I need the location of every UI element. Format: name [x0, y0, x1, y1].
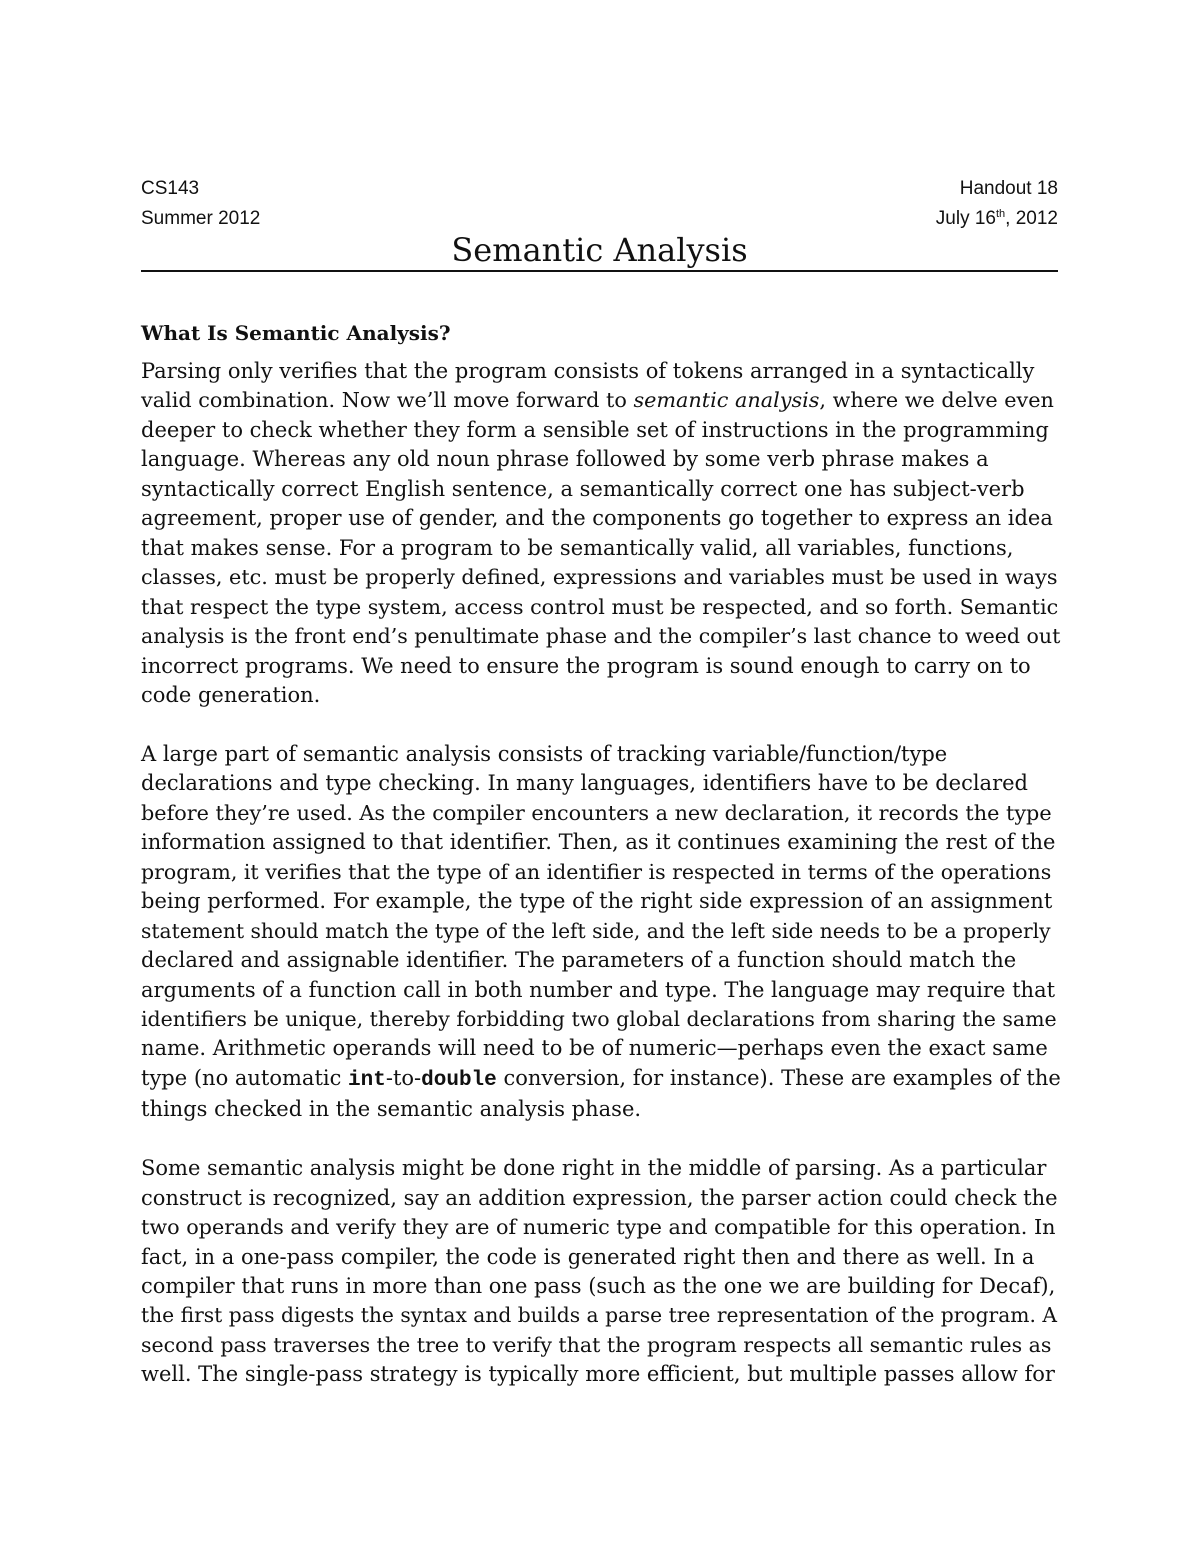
text-line: compiler that runs in more than one pass (such as the one we are building for Decaf),	[141, 1274, 1056, 1299]
text-line: classes, etc. must be properly defined, expressions and variables must be used in ways	[141, 565, 1058, 590]
text-line: code generation.	[141, 682, 321, 707]
text-line: things checked in the semantic analysis phase.	[141, 1097, 642, 1122]
text-line: information assigned to that identifier. Then, as it continues examining the rest of the	[141, 830, 1056, 855]
date-ordinal-suffix: th	[995, 208, 1006, 220]
text-line	[141, 386, 1061, 415]
text-line: program, it verifies that the type of an identifier is respected in terms of the operations	[141, 859, 1052, 884]
paragraph-3	[141, 1154, 1061, 1390]
text-run: , where we delve even	[819, 388, 1054, 413]
text-run: conversion, for instance). These are examples of the	[496, 1065, 1061, 1090]
text-line: deeper to check whether they form a sensible set of instructions in the programming	[141, 417, 1049, 442]
text-line: A large part of semantic analysis consists of tracking variable/function/type	[141, 741, 948, 766]
paragraph-2	[141, 740, 1061, 1125]
text-line: second pass traverses the tree to verify that the program respects all semantic rules as	[141, 1332, 1052, 1357]
text-line: agreement, proper use of gender, and the components go together to express an idea	[141, 506, 1053, 531]
emphasized-term: semantic analysis	[633, 388, 820, 413]
text-run: type (no automatic	[141, 1065, 349, 1090]
document-body	[141, 318, 1061, 1419]
text-line: construct is recognized, say an addition expression, the parser action could check the	[141, 1185, 1058, 1210]
text-line: statement should match the type of the left side, and the left side needs to be a properly	[141, 918, 1051, 943]
code-keyword-int: int	[348, 1068, 386, 1092]
text-line: identifiers be unique, thereby forbidding two global declarations from sharing the same	[141, 1006, 1057, 1031]
text-run: -to-	[385, 1065, 422, 1090]
text-line: fact, in a one-pass compiler, the code is generated right then and there as well. In a	[141, 1244, 1035, 1269]
text-line: declarations and type checking. In many languages, identifiers have to be declared	[141, 771, 1028, 796]
text-line: Parsing only verifies that the program consists of tokens arranged in a syntactically	[141, 359, 1035, 383]
text-line: name. Arithmetic operands will need to be of numeric—perhaps even the exact same	[141, 1036, 1048, 1061]
handout-number: Handout 18	[959, 178, 1058, 199]
date-year: , 2012	[1005, 208, 1058, 229]
section-heading: What Is Semantic Analysis?	[141, 321, 451, 345]
paragraph-1	[141, 357, 1061, 710]
text-line	[141, 1064, 1061, 1095]
text-line: language. Whereas any old noun phrase followed by some verb phrase makes a	[141, 447, 989, 472]
text-line: Some semantic analysis might be done right in the middle of parsing. As a particular	[141, 1156, 1047, 1181]
code-keyword-double: double	[421, 1068, 497, 1092]
text-line: being performed. For example, the type of the right side expression of an assignment	[141, 889, 1053, 914]
course-label: CS143	[141, 178, 200, 199]
term-label: Summer 2012	[141, 208, 261, 229]
text-line: incorrect programs. We need to ensure the program is sound enough to carry on to	[141, 653, 1031, 678]
text-line: declared and assignable identifier. The parameters of a function should match the	[141, 948, 1017, 973]
text-line: arguments of a function call in both number and type. The language may require that	[141, 977, 1056, 1002]
date-prefix: July 16	[935, 208, 996, 229]
text-line: syntactically correct English sentence, a semantically correct one has subject-verb	[141, 476, 1025, 501]
text-line: that respect the type system, access control must be respected, and so forth. Semantic	[141, 594, 1059, 619]
text-line: well. The single-pass strategy is typically more efficient, but multiple passes allow for	[141, 1362, 1055, 1387]
text-line: before they’re used. As the compiler encounters a new declaration, it records the type	[141, 800, 1052, 825]
document-title: Semantic Analysis	[451, 231, 748, 269]
text-line: analysis is the front end’s penultimate phase and the compiler’s last chance to weed out	[141, 624, 1061, 649]
text-line: two operands and verify they are of numeric type and compatible for this operation. In	[141, 1215, 1056, 1240]
text-line: that makes sense. For a program to be semantically valid, all variables, functions,	[141, 535, 1014, 560]
text-run: valid combination. Now we’ll move forward to	[141, 388, 634, 413]
title-divider	[141, 270, 1058, 272]
text-line: the first pass digests the syntax and builds a parse tree representation of the program. A	[141, 1303, 1057, 1328]
